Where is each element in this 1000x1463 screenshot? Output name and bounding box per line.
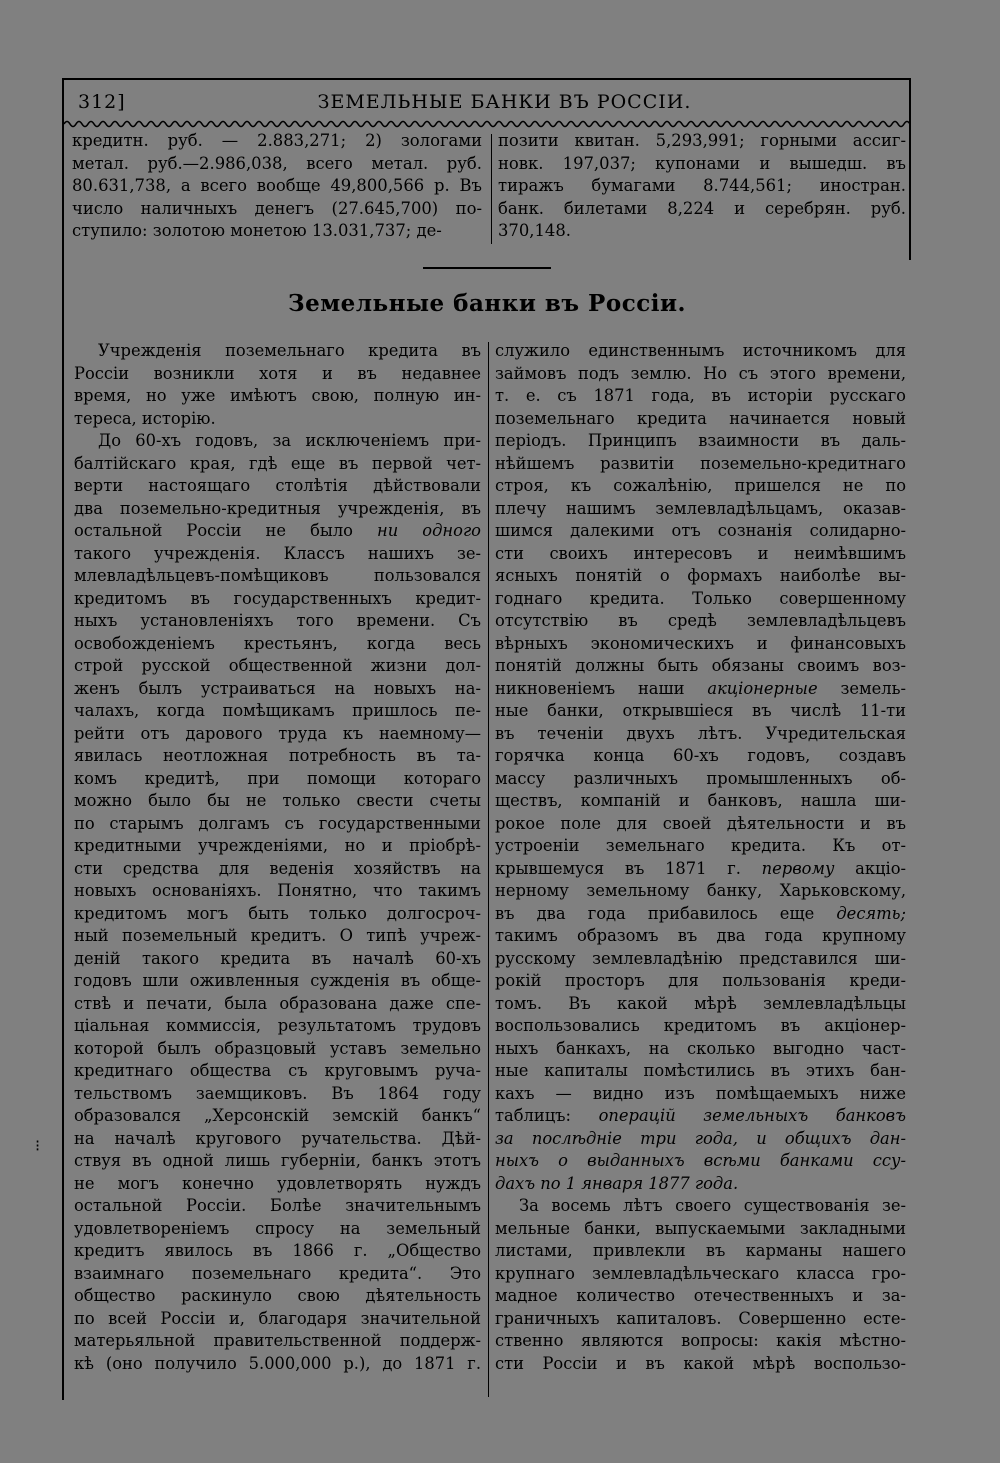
text-line: кредитъ явилось въ 1866 г. „Общество xyxy=(74,1241,481,1260)
article-right-column xyxy=(495,340,906,1375)
text-line: никновеніемъ наши акціонерные земель- xyxy=(495,678,906,698)
text-line: взаимнаго поземельнаго кредита“. Это xyxy=(74,1263,481,1283)
text-line: такимъ образомъ въ два года крупному xyxy=(495,926,906,945)
text-line: ные капиталы помѣстились въ этихъ бан- xyxy=(495,1061,906,1080)
text-line: томъ. Въ какой мѣрѣ землевладѣльцы xyxy=(495,993,906,1013)
text-line: крупнаго землевладѣльческаго класса гро- xyxy=(495,1263,906,1283)
text-line: можно было бы не только свести счеты xyxy=(74,791,481,810)
text-line: годовъ шли оживленныя сужденія въ обще- xyxy=(74,971,481,990)
text-line: по старымъ долгамъ съ государственными xyxy=(74,813,481,833)
text-line: ный поземельный кредитъ. О типѣ учреж- xyxy=(74,926,481,945)
page-number: 312] xyxy=(78,91,126,113)
text-line: строя, къ сожалѣнію, пришелся не по xyxy=(495,476,906,495)
text-line: тереса, исторію. xyxy=(74,408,216,428)
text-line: балтійскаго края, гдѣ еще въ первой чет- xyxy=(74,453,481,473)
text-line: остальной Россіи. Болѣе значительнымъ xyxy=(74,1196,481,1215)
text-line: за послѣдніе три года, и общихъ дан- xyxy=(495,1128,906,1148)
text-line: не могъ конечно удовлетворять нуждъ xyxy=(74,1173,481,1193)
text-line: чалахъ, когда помѣщикамъ пришлось пе- xyxy=(74,701,481,720)
text-line: по всей Россіи и, благодаря значительной xyxy=(74,1308,481,1328)
text-line: новыхъ основаніяхъ. Понятно, что такимъ xyxy=(74,881,481,900)
frame-top-rule xyxy=(62,78,911,80)
text-line: кредитомъ могъ быть только долгосроч- xyxy=(74,903,481,923)
text-line: которой былъ образцовый уставъ земельно xyxy=(74,1038,481,1058)
text-line: понятій должны быть обязаны своимъ воз- xyxy=(495,656,906,675)
text-line: женъ былъ устраиваться на новыхъ на- xyxy=(74,678,481,698)
text-line: сти Россіи и въ какой мѣрѣ воспользо- xyxy=(495,1353,906,1373)
text-line: время, но уже имѣютъ свою, полную ин- xyxy=(74,386,481,405)
text-line: деній такого кредита въ началѣ 60-хъ xyxy=(74,948,481,968)
text-line: ствуя въ одной лишь губерніи, банкъ этотъ xyxy=(74,1151,481,1170)
text-line: сти своихъ интересовъ и неимѣвшимъ xyxy=(495,543,906,563)
text-line: кредитн. руб. — 2.883,271; 2) зологами xyxy=(72,131,482,150)
text-line: Россіи возникли хотя и въ недавнее xyxy=(74,363,481,383)
text-line: метал. руб.—2.986,038, всего метал. руб. xyxy=(72,153,482,173)
text-line: нѣйшемъ развитіи поземельно-кредитнаго xyxy=(495,453,906,473)
text-line: кѣ (оно получило 5.000,000 р.), до 1871 г. xyxy=(74,1353,481,1373)
text-line: ственно являются вопросы: какія мѣстно- xyxy=(495,1331,906,1350)
text-line: таблицъ: операцій земельныхъ банковъ xyxy=(495,1106,906,1125)
text-line: въ теченіи двухъ лѣтъ. Учредительская xyxy=(495,723,906,743)
text-line: мельные банки, выпускаемыми закладными xyxy=(495,1218,906,1238)
text-line: кредитными учрежденіями, но и пріобрѣ- xyxy=(74,836,481,855)
text-line: рокій просторъ для пользованія креди- xyxy=(495,971,906,990)
text-line: ществъ, компаній и банковъ, нашла ши- xyxy=(495,791,906,810)
text-line: рокое поле для своей дѣятельности и въ xyxy=(495,813,906,833)
article-column-divider xyxy=(488,342,489,1397)
text-line: листами, привлекли въ карманы нашего xyxy=(495,1241,906,1260)
text-line: строй русской общественной жизни дол- xyxy=(74,656,481,675)
text-line: До 60-хъ годовъ, за исключеніемъ при- xyxy=(98,431,481,450)
text-line: воспользовались кредитомъ въ акціонер- xyxy=(495,1016,906,1035)
text-line: образовался „Херсонскій земскій банкъ“ xyxy=(74,1106,481,1125)
text-line: рейти отъ дарового труда къ наемному— xyxy=(74,723,481,743)
text-line: шимся далекими отъ сознанія солидарно- xyxy=(495,521,906,540)
section-rule xyxy=(423,267,551,269)
text-line: ныхъ банкахъ, на сколько выгодно част- xyxy=(495,1038,906,1058)
article-left-column xyxy=(74,340,481,1375)
text-line: ясныхъ понятій о формахъ наиболѣе вы- xyxy=(495,566,906,585)
text-line: общество раскинуло свою дѣятельность xyxy=(74,1286,481,1305)
text-line: мадное количество отечественныхъ и за- xyxy=(495,1286,906,1305)
text-line: вѣрныхъ экономическихъ и финансовыхъ xyxy=(495,633,906,653)
text-line: верти настоящаго столѣтія дѣйствовали xyxy=(74,476,481,495)
text-line: матерьяльной правительственной поддерж- xyxy=(74,1331,481,1350)
text-line: т. е. съ 1871 года, въ исторіи русскаго xyxy=(495,386,906,405)
top-column-divider xyxy=(491,134,492,244)
text-line: въ два года прибавилось еще десять; xyxy=(495,903,906,923)
text-line: остальной Россіи не было ни одного xyxy=(74,521,481,540)
text-line: займовъ подъ землю. Но съ этого времени, xyxy=(495,363,906,383)
text-line: ціальная коммиссія, результатомъ трудовъ xyxy=(74,1016,481,1035)
text-line: 80.631,738, а всего вообще 49,800,566 р. Въ xyxy=(72,176,482,195)
text-line: ные банки, открывшіеся въ числѣ 11-ти xyxy=(495,701,906,720)
text-line: устроеніи земельнаго кредита. Къ от- xyxy=(495,836,906,855)
text-line: крывшемуся въ 1871 г. первому акціо- xyxy=(495,858,906,878)
text-line: нерному земельному банку, Харьковскому, xyxy=(495,881,906,900)
text-line: новк. 197,037; купонами и вышедш. въ xyxy=(498,153,906,173)
text-line: ныхъ о выданныхъ всѣми банками ссу- xyxy=(495,1151,906,1170)
text-line: удовлетвореніемъ спросу на земельный xyxy=(74,1218,481,1238)
page-header xyxy=(72,88,907,118)
text-line: кредитнаго общества съ круговымъ руча- xyxy=(74,1061,481,1080)
text-line: банк. билетами 8,224 и серебрян. руб. xyxy=(498,198,906,218)
text-line: млевладѣльцевъ-помѣщиковъ пользовался xyxy=(74,566,481,585)
text-line: позити квитан. 5,293,991; горными ассиг- xyxy=(498,131,906,150)
margin-mark: ⁝ xyxy=(35,1136,41,1155)
text-line: число наличныхъ денегъ (27.645,700) по- xyxy=(72,198,482,218)
text-line: ныхъ установленіяхъ того времени. Съ xyxy=(74,611,481,630)
top-right-column xyxy=(498,130,906,243)
text-line: 370,148. xyxy=(498,221,571,240)
text-line: освобожденіемъ крестьянъ, когда весь xyxy=(74,633,481,653)
text-line: ступило: золотою монетою 13.031,737; де- xyxy=(72,221,442,240)
text-line: русскому землевладѣнію представился ши- xyxy=(495,948,906,968)
text-line: тиражъ бумагами 8.744,561; иностран. xyxy=(498,176,906,195)
text-line: отсутствію въ средѣ землевладѣльцевъ xyxy=(495,611,906,630)
article-title: Земельные банки въ Россіи. xyxy=(287,290,687,317)
text-line: граничныхъ капиталовъ. Совершенно есте- xyxy=(495,1308,906,1328)
running-title: ЗЕМЕЛЬНЫЕ БАНКИ ВЪ РОССІИ. xyxy=(317,91,692,113)
wavy-header-rule xyxy=(64,118,911,130)
text-line: служило единственнымъ источникомъ для xyxy=(495,341,906,360)
text-line: два поземельно-кредитныя учрежденія, въ xyxy=(74,498,481,518)
text-line: дахъ по 1 января 1877 года. xyxy=(495,1173,739,1193)
text-line: такого учрежденія. Классъ нашихъ зе- xyxy=(74,543,481,563)
text-line: періодъ. Принципъ взаимности въ даль- xyxy=(495,431,906,450)
text-line: плечу нашимъ землевладѣльцамъ, оказав- xyxy=(495,498,906,518)
text-line: сти средства для веденія хозяйствъ на xyxy=(74,858,481,878)
frame-left-rule xyxy=(62,78,64,1400)
text-line: ствѣ и печати, была образована даже спе- xyxy=(74,993,481,1013)
text-line: горячка конца 60-хъ годовъ, создавъ xyxy=(495,746,906,765)
text-line: поземельнаго кредита начинается новый xyxy=(495,408,906,428)
text-line: явилась неотложная потребность въ та- xyxy=(74,746,481,765)
text-line: кредитомъ въ государственныхъ кредит- xyxy=(74,588,481,608)
text-line: массу различныхъ промышленныхъ об- xyxy=(495,768,906,788)
text-line: годнаго кредита. Только совершенному xyxy=(495,588,906,608)
text-line: Учрежденія поземельнаго кредита въ xyxy=(98,341,481,360)
text-line: кахъ — видно изъ помѣщаемыхъ ниже xyxy=(495,1083,906,1103)
top-left-column xyxy=(72,130,482,243)
text-line: тельствомъ заемщиковъ. Въ 1864 году xyxy=(74,1083,481,1103)
text-line: За восемь лѣтъ своего существованія зе- xyxy=(519,1196,906,1215)
text-line: на началѣ кругового ручательства. Дѣй- xyxy=(74,1128,481,1148)
frame-right-rule xyxy=(909,78,911,260)
text-line: комъ кредитѣ, при помощи котораго xyxy=(74,768,481,788)
